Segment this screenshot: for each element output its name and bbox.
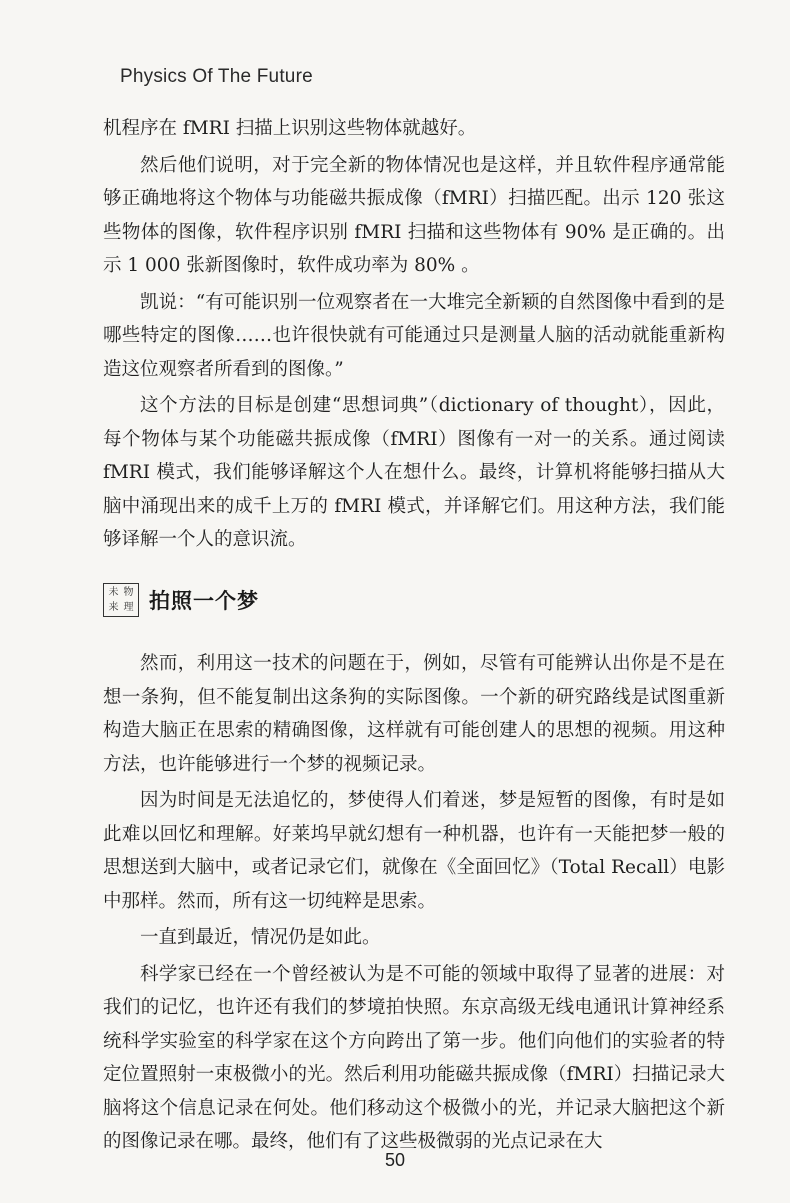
text-block-top (103, 112, 725, 560)
section-emblem-icon (103, 583, 139, 617)
text-block-bottom (103, 647, 725, 1162)
paragraph: 然而，利用这一技术的问题在于，例如，尽管有可能辨认出你是不是在想一条狗，但不能复制出这条狗的实际图像。一个新的研究路线是试图重新构造大脑正在思索的精确图像，这样就有可能创建人的思想的视频。用这种方法，也许能够进行一个梦的视频记录。 (103, 653, 725, 775)
paragraph-continuation: 机程序在 fMRI 扫描上识别这些物体就越好。 (103, 118, 477, 139)
emblem-char: 未 (108, 586, 119, 598)
emblem-char: 来 (108, 601, 119, 613)
emblem-char: 物 (123, 586, 134, 598)
paragraph: 科学家已经在一个曾经被认为是不可能的领域中取得了显著的进展：对我们的记忆，也许还有我们的梦境拍快照。东京高级无线电通讯计算神经系统科学实验室的科学家在这个方向跨出了第一步。他们向他们的实验者的特定位置照射一束极微小的光。然后利用功能磁共振成像（fMRI）扫描记录大脑将这个信息记录在何处。他们移动这个极微小的光，并记录大脑把这个新的图像记录在哪。最终，他们有了这些极微弱的光点记录在大 (103, 963, 725, 1152)
paragraph: 这个方法的目标是创建“思想词典”（dictionary of thought），因此，每个物体与某个功能磁共振成像（fMRI）图像有一对一的关系。通过阅读 fMRI 模式，我们能够译解这个人在想什么。最终，计算机将能够扫描从大脑中涌现出来的成千上万的 fMRI 模式，并译解它们。用这种方法，我们能够译解一个人的意识流。 (103, 395, 725, 550)
paragraph-quote: 凯说：“有可能识别一位观察者在一大堆完全新颖的自然图像中看到的是哪些特定的图像……也许很快就有可能通过只是测量人脑的活动就能重新构造这位观察者所看到的图像。” (103, 291, 725, 380)
page-number: 50 (384, 1150, 406, 1170)
section-heading (103, 583, 259, 617)
paragraph: 一直到最近，情况仍是如此。 (140, 927, 381, 948)
paragraph: 然后他们说明，对于完全新的物体情况也是这样，并且软件程序通常能够正确地将这个物体与功能磁共振成像（fMRI）扫描匹配。出示 120 张这些物体的图像，软件程序识别 fMRI 扫描和这些物体有 90% 是正确的。出示 1 000 张新图像时，软件成功率为 80% 。 (103, 154, 725, 276)
emblem-char: 理 (123, 601, 134, 613)
running-header: Physics Of The Future (120, 66, 313, 87)
section-title: 拍照一个梦 (149, 589, 259, 613)
paragraph: 因为时间是无法追忆的，梦使得人们着迷，梦是短暂的图像，有时是如此难以回忆和理解。好莱坞早就幻想有一种机器，也许有一天能把梦一般的思想送到大脑中，或者记录它们，就像在《全面回忆》（Total Recall）电影中那样。然而，所有这一切纯粹是思索。 (103, 790, 725, 912)
